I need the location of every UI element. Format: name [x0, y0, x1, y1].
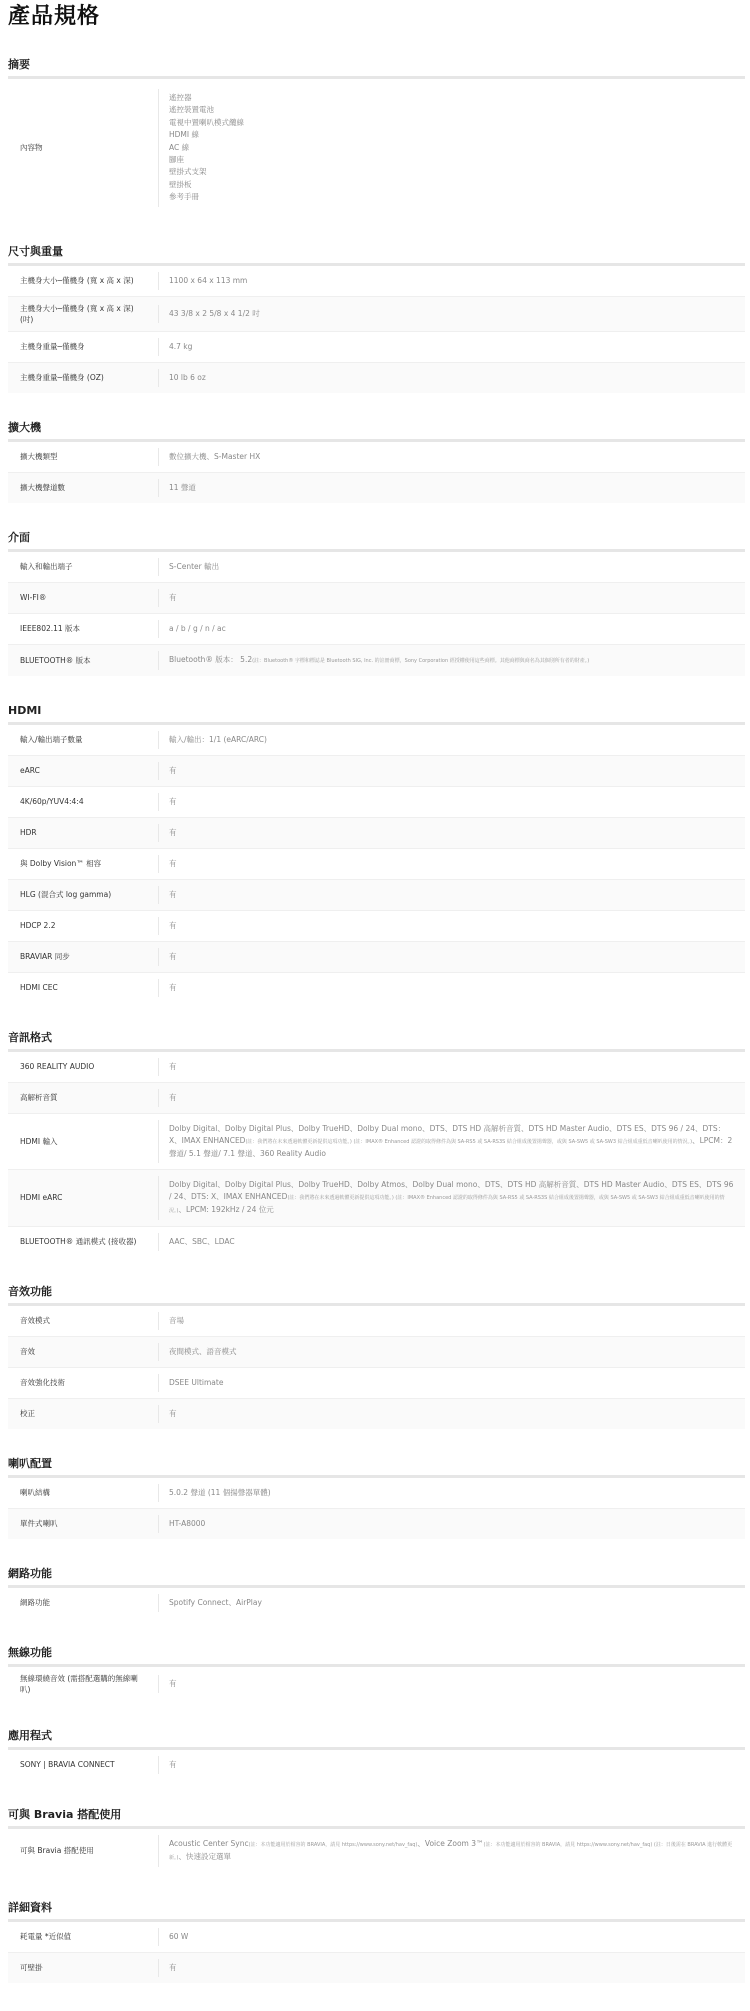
spec-value: 60 W — [158, 1928, 745, 1946]
spec-value-text: 、LPCM: 192kHz / 24 位元 — [178, 1204, 274, 1214]
spec-value — [158, 1835, 745, 1867]
spec-row — [8, 1227, 745, 1257]
list-item: 壁掛板 — [169, 179, 192, 189]
spec-label: SONY | BRAVIA CONNECT — [20, 1760, 115, 1770]
spec-value: 有 — [158, 824, 745, 842]
spec-value: 有 — [158, 589, 745, 607]
spec-value: 5.0.2 聲道 (11 個揚聲器單體) — [158, 1484, 745, 1502]
spec-value: 有 — [158, 979, 745, 997]
spec-label: 360 REALITY AUDIO — [20, 1062, 95, 1072]
spec-label: 音效強化技術 — [20, 1378, 65, 1388]
spec-table — [8, 1585, 745, 1618]
footnote: (註：我們將在未來透過軟體更新提供這項功能。) (註：IMAX® Enhanced 認證的取得條件為與 SA-RS5 或 SA-RS3S 結合組成後置揚聲器，或與 SA-SW5 或 SA-SW3 結合組成重低音喇叭使用的情況。) — [169, 1194, 725, 1214]
spec-label: 與 Dolby Vision™ 相容 — [20, 859, 102, 869]
spec-label: BLUETOOTH® 通訊模式 (接收器) — [20, 1237, 137, 1247]
section-title: 喇叭配置 — [8, 1456, 52, 1470]
spec-label: BLUETOOTH® 版本 — [20, 655, 91, 665]
spec-value: DSEE Ultimate — [158, 1374, 745, 1392]
spec-label: 可與 Bravia 搭配使用 — [20, 1846, 94, 1856]
spec-value: 有 — [158, 1089, 745, 1107]
spec-label: HDMI CEC — [20, 983, 58, 993]
spec-value: S-Center 輸出 — [158, 558, 745, 576]
spec-label: HDCP 2.2 — [20, 921, 56, 931]
spec-label: HDMI eARC — [20, 1193, 63, 1203]
spec-label: 擴大機聲道數 — [20, 483, 65, 493]
spec-row — [8, 756, 745, 787]
spec-row — [8, 1953, 745, 1983]
spec-value — [158, 651, 745, 670]
spec-value-text: Bluetooth® 版本： 5.2 — [169, 654, 253, 664]
section-network — [8, 1567, 742, 1618]
spec-row — [8, 880, 745, 911]
spec-value: 音場 — [158, 1312, 745, 1330]
spec-value — [158, 89, 745, 207]
spec-row — [8, 614, 745, 645]
spec-value-text: 、Voice Zoom 3™ — [417, 1838, 484, 1848]
spec-row — [8, 787, 745, 818]
spec-row — [8, 973, 745, 1003]
spec-value: 有 — [158, 917, 745, 935]
spec-label: 主機身大小─僅機身 (寬 x 高 x 深) (吋) — [20, 303, 134, 324]
spec-label: 音效模式 — [20, 1316, 50, 1326]
spec-row — [8, 645, 745, 676]
section-interface — [8, 531, 742, 676]
section-details — [8, 1901, 742, 1983]
spec-value: 有 — [158, 1756, 745, 1774]
list-item: 遙控器 — [169, 93, 192, 102]
spec-label: 音效 — [20, 1347, 35, 1357]
section-audio-format — [8, 1031, 742, 1257]
spec-label: 4K/60p/YUV4:4:4 — [20, 797, 84, 807]
section-speaker-config — [8, 1457, 742, 1539]
spec-row — [8, 725, 745, 756]
spec-row — [8, 1750, 745, 1780]
section-hdmi — [8, 704, 742, 1003]
spec-row — [8, 1368, 745, 1399]
spec-value: 有 — [158, 793, 745, 811]
spec-value: 4.7 kg — [158, 338, 745, 356]
spec-row — [8, 1922, 745, 1953]
section-apps — [8, 1729, 742, 1780]
spec-value: 有 — [158, 1405, 745, 1423]
spec-table — [8, 1049, 745, 1257]
section-title: 音效功能 — [8, 1284, 52, 1298]
spec-value: 43 3/8 x 2 5/8 x 4 1/2 吋 — [158, 305, 745, 323]
spec-label: 輸入和輸出端子 — [20, 562, 73, 572]
spec-label: 單件式喇叭 — [20, 1519, 58, 1529]
footnote: (註：Bluetooth® 字標和標誌是 Bluetooth SIG, Inc. 的註冊商標，Sony Corporation 經授權使用這些商標。其他商標與商名為其個別所有者的財產。) — [252, 657, 590, 664]
list-item: HDMI 線 — [169, 130, 199, 140]
spec-row — [8, 1667, 745, 1701]
spec-value-text: Dolby Digital、Dolby Digital Plus、Dolby TrueHD、Dolby Dual mono、DTS、DTS HD 高解析音質、DTS HD Master Audio、DTS ES、DTS 96 / 24、DTS：X、IMAX ENHANCED — [169, 1123, 726, 1145]
spec-value — [158, 1176, 745, 1220]
spec-value-text: 、LPCM：2 聲道/ 5.1 聲道/ 7.1 聲道、360 Reality Audio — [169, 1135, 733, 1158]
list-item: 參考手冊 — [169, 192, 199, 202]
spec-table — [8, 1475, 745, 1539]
spec-value: 有 — [158, 762, 745, 780]
spec-label: 輸入/輸出端子數量 — [20, 735, 83, 745]
spec-row — [8, 363, 745, 393]
section-bravia — [8, 1808, 742, 1873]
spec-row — [8, 818, 745, 849]
spec-row-contents — [8, 79, 745, 217]
spec-table — [8, 1747, 745, 1780]
spec-row — [8, 1083, 745, 1114]
spec-table — [8, 549, 745, 676]
section-title: HDMI — [8, 703, 42, 717]
spec-value: 1100 x 64 x 113 mm — [158, 272, 745, 290]
footnote: (註：我們將在未來透過軟體更新提供這項功能。) (註：IMAX® Enhanced 認證的取得條件為與 SA-RS5 或 SA-RS3S 結合組成後置揚聲器，或與 SA-SW5 或 SA-SW3 結合組成重低音喇叭使用的情況。) — [245, 1138, 693, 1145]
section-title: 介面 — [8, 530, 30, 544]
list-item: AC 線 — [169, 142, 190, 152]
spec-label: HDR — [20, 828, 37, 838]
spec-row — [8, 552, 745, 583]
spec-row — [8, 1509, 745, 1539]
footnote: (註：本功能適用於相容的 BRAVIA，請見 https://www.sony.net/hav_faq) — [248, 1841, 418, 1848]
spec-value-text: 、快速設定選單 — [178, 1851, 231, 1861]
spec-label: 主機身重量─僅機身 (OZ) — [20, 373, 104, 383]
spec-row — [8, 911, 745, 942]
spec-label: 高解析音質 — [20, 1093, 58, 1103]
spec-label: 網路功能 — [20, 1598, 50, 1608]
spec-label: 喇叭結構 — [20, 1488, 50, 1498]
section-title: 音訊格式 — [8, 1030, 52, 1044]
section-title: 擴大機 — [8, 420, 41, 434]
spec-row — [8, 942, 745, 973]
spec-value: 數位擴大機、S-Master HX — [158, 448, 745, 466]
spec-label: HDMI 輸入 — [20, 1136, 58, 1146]
spec-row — [8, 1337, 745, 1368]
section-title: 應用程式 — [8, 1728, 52, 1742]
footnote: (註：本功能適用於相容的 BRAVIA，請見 https://www.sony.net/hav_faq) (註：日後需在 BRAVIA 進行軟體更新。) — [169, 1841, 733, 1861]
spec-row — [8, 1588, 745, 1618]
spec-label: HLG (混合式 log gamma) — [20, 890, 112, 900]
spec-label: 校正 — [20, 1409, 35, 1419]
spec-row — [8, 1829, 745, 1873]
spec-value: a / b / g / n / ac — [158, 620, 745, 638]
spec-label: 主機身重量─僅機身 — [20, 342, 85, 352]
list-item: 壁掛式支架 — [169, 167, 207, 177]
spec-label: 主機身大小─僅機身 (寬 x 高 x 深) — [20, 276, 134, 286]
list-item: 電視中置喇叭模式纜線 — [169, 117, 244, 127]
spec-row — [8, 297, 745, 332]
section-title: 摘要 — [8, 58, 30, 71]
spec-value-text: Dolby Digital、Dolby Digital Plus、Dolby TrueHD、Dolby Atmos、Dolby Dual mono、DTS、DTS HD 高解析音質、DTS HD Master Audio、DTS ES、DTS 96 / 24、DTS: X、IMAX ENHANCED — [169, 1179, 734, 1201]
spec-table — [8, 722, 745, 1003]
spec-value-text: Acoustic Center Sync — [169, 1838, 249, 1848]
spec-value: 夜間模式、語音模式 — [158, 1343, 745, 1361]
section-title: 無線功能 — [8, 1645, 52, 1659]
spec-label: IEEE802.11 版本 — [20, 624, 81, 634]
spec-value: Spotify Connect、AirPlay — [158, 1594, 745, 1612]
spec-label: WI-FI® — [20, 593, 47, 603]
spec-row — [8, 266, 745, 297]
spec-value: 有 — [158, 1675, 745, 1693]
spec-row — [8, 1114, 745, 1170]
spec-label: 可壁掛 — [20, 1963, 43, 1973]
spec-label: 擴大機類型 — [20, 452, 58, 462]
spec-value: 有 — [158, 855, 745, 873]
spec-value — [158, 1120, 745, 1163]
spec-table — [8, 76, 745, 217]
spec-value: 有 — [158, 1058, 745, 1076]
spec-row — [8, 473, 745, 503]
spec-value: 10 lb 6 oz — [158, 369, 745, 387]
spec-value: 有 — [158, 948, 745, 966]
spec-table — [8, 263, 745, 393]
spec-label: 無線環繞音效 (需搭配選購的無線喇叭) — [20, 1673, 138, 1694]
spec-table — [8, 1303, 745, 1429]
spec-value: 輸入/輸出：1/1 (eARC/ARC) — [158, 731, 745, 749]
spec-value: 有 — [158, 886, 745, 904]
spec-label: 內容物 — [20, 143, 43, 153]
spec-row — [8, 1306, 745, 1337]
spec-row — [8, 849, 745, 880]
section-dimensions — [8, 245, 742, 393]
section-title: 網路功能 — [8, 1566, 52, 1580]
spec-label: BRAVIAR 同步 — [20, 952, 70, 962]
section-summary — [8, 58, 742, 217]
section-title: 可與 Bravia 搭配使用 — [8, 1807, 122, 1821]
spec-row — [8, 442, 745, 473]
section-title: 尺寸與重量 — [8, 244, 63, 258]
spec-row — [8, 1170, 745, 1227]
spec-table — [8, 1919, 745, 1983]
spec-table — [8, 1826, 745, 1873]
page-title: 產品規格 — [8, 4, 101, 29]
spec-row — [8, 1399, 745, 1429]
section-amplifier — [8, 421, 742, 503]
spec-label: eARC — [20, 766, 40, 776]
list-item: 腳座 — [169, 155, 184, 165]
spec-table — [8, 1664, 745, 1701]
spec-label: 耗電量 *近似值 — [20, 1932, 72, 1942]
spec-value: HT-A8000 — [158, 1515, 745, 1533]
spec-value: AAC、SBC、LDAC — [158, 1233, 745, 1251]
spec-value: 有 — [158, 1959, 745, 1977]
spec-table — [8, 439, 745, 503]
section-sound-effects — [8, 1285, 742, 1429]
section-wireless — [8, 1646, 742, 1701]
section-title: 詳細資料 — [8, 1900, 52, 1914]
spec-value: 11 聲道 — [158, 479, 745, 497]
spec-row — [8, 332, 745, 363]
list-item: 遙控裝置電池 — [169, 105, 214, 115]
spec-row — [8, 1052, 745, 1083]
spec-row — [8, 583, 745, 614]
spec-row — [8, 1478, 745, 1509]
